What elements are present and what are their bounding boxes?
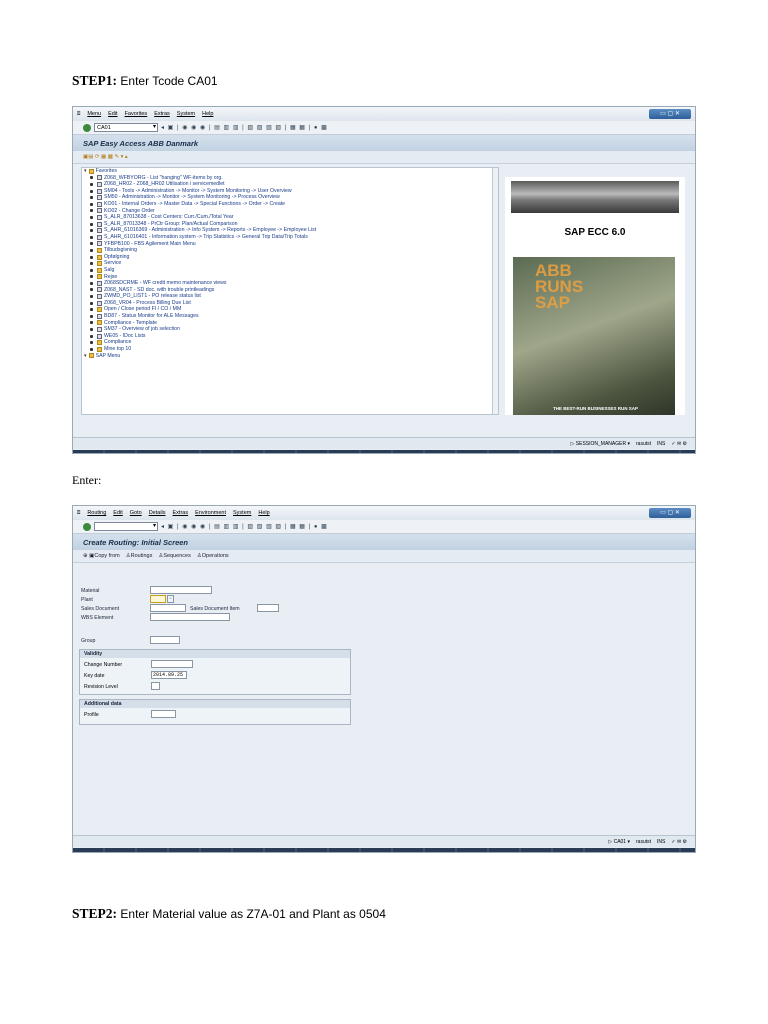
tree-item[interactable] xyxy=(82,267,498,274)
expand-chevron-icon[interactable]: ▾ xyxy=(84,168,87,174)
tree-item[interactable] xyxy=(82,326,498,333)
tree-bullet-icon xyxy=(90,288,93,291)
step1-text: Enter Tcode CA01 xyxy=(120,74,218,88)
profile-input[interactable] xyxy=(151,710,176,718)
splash-tagline: THE BEST-RUN BUSINESSES RUN SAP xyxy=(553,406,639,411)
transaction-icon xyxy=(97,189,102,194)
tree-item-label: YFBPB100 - FBS Agilement Main Menu xyxy=(104,240,196,247)
status-bar xyxy=(73,437,695,449)
sales-document-input[interactable] xyxy=(150,604,186,612)
transaction-icon xyxy=(97,228,102,233)
tree-item-label: Z068_WFBYORG - List "hanging" WF-items by org. xyxy=(104,174,223,181)
step1-label: STEP1: xyxy=(72,73,118,88)
change-number-input[interactable] xyxy=(151,660,193,668)
transaction-icon xyxy=(97,202,102,207)
menu-item-extras[interactable]: Extras xyxy=(154,111,170,117)
tree-item[interactable] xyxy=(82,254,498,261)
step2-heading xyxy=(72,906,386,922)
app-toolbar-icons[interactable]: ▣▤ ⟳ ▦ ▩ ✎ ▾ ▴ xyxy=(83,154,128,160)
tree-item[interactable] xyxy=(82,175,498,182)
application-toolbar-2 xyxy=(73,550,695,563)
command-field[interactable]: CA01 ▾ xyxy=(94,123,158,132)
enter-label: Enter: xyxy=(72,473,102,487)
group-label: Group xyxy=(81,638,96,644)
tree-item-label: KO01 - Internal Orders -> Master Data -> Special Functions -> Order -> Create xyxy=(104,200,286,207)
sales-document-label: Sales Document xyxy=(81,606,120,612)
tree-item-label: S_ALR_87013638 - Cost Centers: Curr./Cum./Total Year xyxy=(104,214,234,221)
tree-bullet-icon xyxy=(90,295,93,298)
tree-item-label: Z068_HR02 - Z068_HR02 Utilisation i servicemedlet xyxy=(104,181,225,188)
tree-bullet-icon xyxy=(90,315,93,318)
tree-bullet-icon xyxy=(90,176,93,179)
tree-item-label: SAP Menu xyxy=(95,352,121,359)
tree-item[interactable] xyxy=(82,234,498,241)
status-icons[interactable]: ✓ ✉ ⚙ xyxy=(671,440,687,447)
menu-item-system[interactable]: System xyxy=(176,111,196,117)
tree-item-label: S_AHR_61016369 - Administration -> Info System -> Reports -> Employee -> Employee List xyxy=(104,227,317,234)
sap-splash-image xyxy=(505,177,685,415)
status-icons-2[interactable]: ✓ ✉ ⚙ xyxy=(671,838,687,845)
key-date-label: Key date xyxy=(84,673,105,679)
menu-item-edit[interactable]: Edit xyxy=(108,111,118,117)
profile-label: Profile xyxy=(84,712,99,718)
tree-item[interactable] xyxy=(82,320,498,327)
tree-item-label: S_ALR_87013348 - PrCtr Group: Plan/Actual Comparison xyxy=(104,220,238,227)
tree-bullet-icon xyxy=(90,223,93,226)
validity-group xyxy=(79,649,351,695)
tree-item-label: Compliance xyxy=(104,339,132,346)
tree-bullet-icon xyxy=(90,321,93,324)
splash-header-image xyxy=(511,181,679,213)
application-toolbar xyxy=(73,151,695,164)
step2-label: STEP2: xyxy=(72,906,118,921)
step1-heading xyxy=(72,73,218,89)
additional-data-group xyxy=(79,699,351,725)
menu-item-favorites[interactable]: Favorites xyxy=(124,111,148,117)
splash-title: SAP ECC 6.0 xyxy=(564,227,626,238)
tree-item-label: Z068_VR04 - Process Billing Due List xyxy=(104,299,191,306)
transaction-icon xyxy=(97,175,102,180)
transaction-icon xyxy=(97,215,102,220)
operations-label: Operations xyxy=(201,553,229,559)
folder-icon xyxy=(89,353,94,358)
standard-toolbar xyxy=(73,121,695,135)
window-controls[interactable]: ▭ ▢ ✕ xyxy=(649,109,691,119)
sequences-label: Sequences xyxy=(163,553,191,559)
menu-item-routing[interactable]: Routing xyxy=(87,510,107,516)
tree-bullet-icon xyxy=(90,229,93,232)
revision-level-input[interactable] xyxy=(151,682,160,690)
tree-item[interactable] xyxy=(82,168,498,175)
transaction-icon xyxy=(97,241,102,246)
create-routing-screenshot xyxy=(72,505,696,853)
tree-bullet-icon xyxy=(90,328,93,331)
tree-bullet-icon xyxy=(90,236,93,239)
wbs-element-label: WBS Element xyxy=(81,615,114,621)
tree-item[interactable] xyxy=(82,188,498,195)
tree-item-label: Tilbudsgivning xyxy=(104,247,137,254)
transaction-icon xyxy=(97,301,102,306)
tree-bullet-icon xyxy=(90,242,93,245)
splash-photo xyxy=(513,257,675,415)
abb-runs-sap-text: ABB RUNS SAP xyxy=(535,261,584,312)
tree-bullet-icon xyxy=(90,308,93,311)
insert-mode-2: INS xyxy=(657,838,666,845)
tree-item[interactable] xyxy=(82,300,498,307)
tree-item-label: Salg xyxy=(104,266,115,273)
tree-bullet-icon xyxy=(90,196,93,199)
tree-item-label: Favorites xyxy=(95,168,117,174)
folder-icon xyxy=(97,347,102,352)
tree-item[interactable] xyxy=(82,274,498,281)
tree-bullet-icon xyxy=(90,348,93,351)
tree-item[interactable] xyxy=(82,221,498,228)
expand-chevron-icon[interactable]: ▾ xyxy=(84,352,87,359)
tree-item[interactable] xyxy=(82,208,498,215)
screen-title: SAP Easy Access ABB Danmark xyxy=(73,135,695,151)
tree-item-label: SM37 - Overview of job selection xyxy=(104,326,180,333)
transaction-icon xyxy=(97,195,102,200)
copy-from-label: Copy from xyxy=(94,553,120,559)
menu-item-edit-2[interactable]: Edit xyxy=(113,510,123,516)
folder-icon xyxy=(97,274,102,279)
tree-item[interactable] xyxy=(82,353,498,360)
tree-item-label: ZWMD_PO_LIST1 - PO release status list xyxy=(104,293,201,300)
transaction-icon xyxy=(97,294,102,299)
favorites-tree xyxy=(81,167,499,415)
step2-text: Enter Material value as Z7A-01 and Plant as 0504 xyxy=(120,907,386,921)
sales-document-item-input[interactable] xyxy=(257,604,279,612)
server-name: rasutst xyxy=(636,440,652,447)
tree-item[interactable] xyxy=(82,260,498,267)
tree-item-label: Mine top 10 xyxy=(104,346,132,353)
folder-icon xyxy=(97,320,102,325)
routings-button[interactable]: ♙Routings xyxy=(125,553,153,559)
tree-item-label: Z068SDCRME - WF credit memo maintenance views xyxy=(104,280,227,287)
plant-input[interactable] xyxy=(150,595,166,603)
tree-bullet-icon xyxy=(90,341,93,344)
tree-bullet-icon xyxy=(90,190,93,193)
tree-item[interactable] xyxy=(82,227,498,234)
tree-item[interactable] xyxy=(82,241,498,248)
tree-item[interactable] xyxy=(82,339,498,346)
transaction-icon xyxy=(97,314,102,319)
plant-search-help-icon[interactable]: ▫ xyxy=(167,595,174,603)
folder-icon xyxy=(97,340,102,345)
tree-item[interactable] xyxy=(82,181,498,188)
transaction-icon xyxy=(97,222,102,227)
transaction-icon xyxy=(97,287,102,292)
sales-document-item-label: Sales Document Item xyxy=(190,606,240,612)
transaction-icon xyxy=(97,182,102,187)
tree-item[interactable] xyxy=(82,247,498,254)
tree-item-label: Service xyxy=(104,260,122,267)
plant-label: Plant xyxy=(81,597,93,603)
server-name-2: rasutst xyxy=(636,838,652,845)
tree-bullet-icon xyxy=(90,282,93,285)
tree-item[interactable] xyxy=(82,293,498,300)
folder-icon xyxy=(97,255,102,260)
screen-title-2: Create Routing: Initial Screen xyxy=(73,534,695,550)
tree-item[interactable] xyxy=(82,287,498,294)
tree-item[interactable] xyxy=(82,214,498,221)
tree-bullet-icon xyxy=(90,335,93,338)
enter-check-icon[interactable] xyxy=(83,124,91,132)
session-dropdown-2[interactable]: ▷ CA01 ▾ xyxy=(608,838,630,845)
tree-bullet-icon xyxy=(90,269,93,272)
toolbar-icons-2[interactable]: ◂ ▣ | ◉ ◉ ◉ | ▤ ▥ ▥ | ▧ ▧ ▧ ▧ | ▦ ▦ | ● ▩ xyxy=(161,524,328,530)
taskbar-strip-2 xyxy=(73,848,695,853)
tree-bullet-icon xyxy=(90,249,93,252)
tree-item-label: S_AHR_61016401 - Information system -> Trip Statistics -> General Trip Data/Trip Totals xyxy=(104,233,308,240)
tree-item[interactable] xyxy=(82,280,498,287)
menu-item-extras-2[interactable]: Extras xyxy=(172,510,189,516)
menu-item-system-2[interactable]: System xyxy=(233,510,252,516)
menu-bar-2 xyxy=(73,506,695,520)
window-controls-2[interactable]: ▭ ▢ ✕ xyxy=(649,508,691,518)
transaction-icon xyxy=(97,334,102,339)
tree-item[interactable] xyxy=(82,306,498,313)
routings-label: Routings xyxy=(130,553,153,559)
operations-button[interactable]: ♙Operations xyxy=(196,553,229,559)
folder-icon xyxy=(97,307,102,312)
session-name-2: CA01 xyxy=(613,838,627,845)
status-bar-2 xyxy=(73,835,695,847)
tree-item-label: Z068_NAST - SD doc. with trouble printleadings xyxy=(104,286,215,293)
folder-icon xyxy=(97,261,102,266)
tree-bullet-icon xyxy=(90,256,93,259)
transaction-icon xyxy=(97,327,102,332)
transaction-icon xyxy=(97,281,102,286)
tree-bullet-icon xyxy=(90,183,93,186)
wbs-element-input[interactable] xyxy=(150,613,230,621)
tree-bullet-icon xyxy=(90,262,93,265)
session-dropdown[interactable]: ▷ SESSION_MANAGER ▾ xyxy=(570,440,630,447)
menu-bar xyxy=(73,107,695,121)
tree-item[interactable] xyxy=(82,333,498,340)
revision-level-label: Revision Level xyxy=(84,684,118,690)
tree-item-label: Compliance - Template xyxy=(104,319,157,326)
tree-bullet-icon xyxy=(90,275,93,278)
command-field-2[interactable] xyxy=(94,522,158,531)
copy-from-button[interactable]: ⊕ ▣Copy from xyxy=(83,553,120,559)
folder-icon xyxy=(97,248,102,253)
tree-bullet-icon xyxy=(90,216,93,219)
tree-item-label: WE05 - IDoc Lists xyxy=(104,332,146,339)
sap-easy-access-screenshot xyxy=(72,106,696,454)
tree-item-label: SM50 - Administration -> Monitor -> System Monitoring -> Process Overview xyxy=(104,194,280,201)
tree-item-label: Opfølgning xyxy=(104,253,130,260)
validity-header: Validity xyxy=(80,650,350,658)
tree-item-label: Rejse xyxy=(104,273,118,280)
tree-bullet-icon xyxy=(90,203,93,206)
tree-bullet-icon xyxy=(90,209,93,212)
menu-icon-2[interactable]: ⌸ xyxy=(77,509,81,516)
folder-icon xyxy=(97,268,102,273)
standard-toolbar-2 xyxy=(73,520,695,534)
enter-check-icon-2[interactable] xyxy=(83,523,91,531)
group-input[interactable] xyxy=(150,636,180,644)
toolbar-icons[interactable]: ◂ ▣ | ◉ ◉ ◉ | ▤ ▥ ▥ | ▧ ▧ ▧ ▧ | ▦ ▦ | ● ▩ xyxy=(161,125,328,131)
menu-item-menu[interactable]: Menu xyxy=(87,111,102,117)
tree-scrollbar[interactable] xyxy=(492,168,498,414)
change-number-label: Change Number xyxy=(84,662,123,668)
tree-item-label: Open / Close period FI / CO / MM xyxy=(104,306,182,313)
additional-data-header: Additional data xyxy=(80,700,350,708)
material-input[interactable] xyxy=(150,586,212,594)
tree-item-label: SM04 - Tools -> Administration -> Monitor -> System Monitoring -> User Overview xyxy=(104,187,292,194)
transaction-icon xyxy=(97,235,102,240)
session-name: SESSION_MANAGER xyxy=(575,440,627,447)
tree-bullet-icon xyxy=(90,302,93,305)
menu-item-details[interactable]: Details xyxy=(148,510,166,516)
menu-item-environment[interactable]: Environment xyxy=(195,510,226,516)
tree-item-label: KO02 - Change Order xyxy=(104,207,155,214)
folder-icon xyxy=(89,169,94,174)
menu-icon[interactable]: ⌸ xyxy=(77,110,81,117)
key-date-input[interactable]: 2014.09.25 xyxy=(151,671,187,679)
tree-item[interactable] xyxy=(82,346,498,353)
menu-item-help[interactable]: Help xyxy=(202,111,214,117)
tree-item[interactable] xyxy=(82,313,498,320)
material-label: Material xyxy=(81,588,100,594)
transaction-icon xyxy=(97,208,102,213)
sequences-button[interactable]: ♙Sequences xyxy=(158,553,191,559)
tree-item[interactable] xyxy=(82,194,498,201)
menu-item-goto[interactable]: Goto xyxy=(129,510,142,516)
tree-item[interactable] xyxy=(82,201,498,208)
taskbar-strip xyxy=(73,450,695,454)
insert-mode: INS xyxy=(657,440,666,447)
tree-item-label: BD87 - Status Monitor for ALE Messages xyxy=(104,313,199,320)
menu-item-help-2[interactable]: Help xyxy=(258,510,270,516)
